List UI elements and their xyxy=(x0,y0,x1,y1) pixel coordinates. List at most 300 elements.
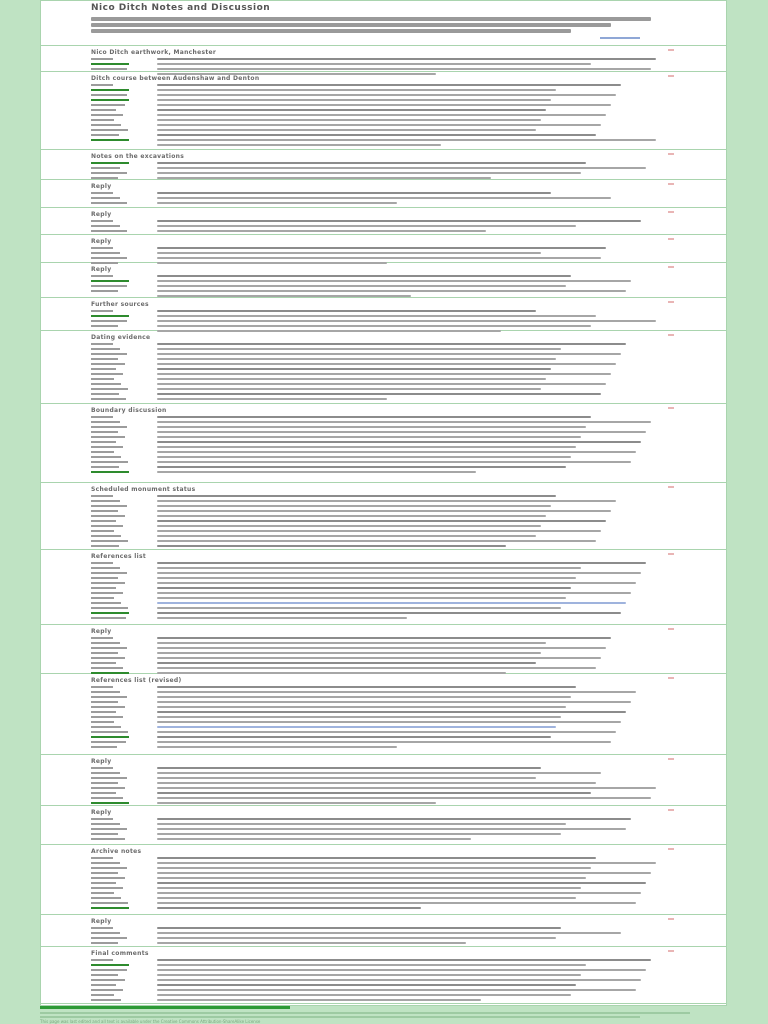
text-line xyxy=(157,612,621,614)
text-line xyxy=(157,104,611,106)
meta-highlight xyxy=(91,315,129,317)
post-item xyxy=(41,915,726,947)
post-title[interactable]: Further sources xyxy=(91,301,149,308)
text-line xyxy=(157,119,541,121)
text-line xyxy=(157,701,631,703)
text-line xyxy=(157,348,561,350)
text-line xyxy=(157,441,641,443)
text-line xyxy=(157,515,546,517)
text-line xyxy=(157,109,546,111)
header-text-line xyxy=(91,29,571,33)
meta-line xyxy=(91,897,121,899)
text-line xyxy=(157,736,551,738)
post-flag[interactable] xyxy=(668,407,674,409)
text-line xyxy=(157,139,656,141)
post-meta-column xyxy=(91,310,131,330)
meta-line xyxy=(91,368,116,370)
post-meta-column xyxy=(91,637,131,677)
text-line xyxy=(157,290,626,292)
meta-line xyxy=(91,607,128,609)
text-line xyxy=(157,436,581,438)
post-flag[interactable] xyxy=(668,848,674,850)
post-item xyxy=(41,46,726,72)
meta-line xyxy=(91,577,118,579)
text-line xyxy=(157,343,626,345)
meta-line xyxy=(91,495,113,497)
meta-line xyxy=(91,597,114,599)
post-flag[interactable] xyxy=(668,809,674,811)
meta-line xyxy=(91,567,120,569)
post-item xyxy=(41,298,726,331)
meta-line xyxy=(91,383,121,385)
post-body xyxy=(157,495,656,550)
text-line xyxy=(157,706,566,708)
meta-line xyxy=(91,657,125,659)
meta-line xyxy=(91,177,118,179)
post-title[interactable]: Dating evidence xyxy=(91,334,151,341)
post-item xyxy=(41,845,726,915)
post-item xyxy=(41,180,726,208)
post-meta-column xyxy=(91,857,131,912)
meta-line xyxy=(91,833,118,835)
text-line xyxy=(157,177,491,179)
text-line xyxy=(157,393,601,395)
meta-line xyxy=(91,572,127,574)
text-line xyxy=(157,398,387,400)
text-line xyxy=(157,838,471,840)
meta-line xyxy=(91,867,127,869)
meta-line xyxy=(91,984,116,986)
meta-line xyxy=(91,114,123,116)
text-line xyxy=(157,696,571,698)
post-flag[interactable] xyxy=(668,153,674,155)
text-line xyxy=(157,172,581,174)
post-flag[interactable] xyxy=(668,301,674,303)
meta-line xyxy=(91,706,125,708)
text-line xyxy=(157,932,621,934)
post-body xyxy=(157,162,656,182)
meta-line xyxy=(91,667,123,669)
text-line xyxy=(157,220,641,222)
text-line xyxy=(157,887,581,889)
text-line xyxy=(157,192,551,194)
meta-line xyxy=(91,124,121,126)
meta-highlight xyxy=(91,802,129,804)
post-body xyxy=(157,192,656,207)
text-line xyxy=(157,602,626,604)
meta-line xyxy=(91,731,128,733)
text-line xyxy=(157,202,397,204)
post-title[interactable]: Boundary discussion xyxy=(91,407,167,414)
meta-line xyxy=(91,994,114,996)
post-item xyxy=(41,263,726,298)
meta-line xyxy=(91,530,114,532)
text-line xyxy=(157,124,601,126)
text-line xyxy=(157,984,576,986)
meta-line xyxy=(91,746,117,748)
post-item xyxy=(41,404,726,483)
post-meta-column xyxy=(91,495,131,550)
post-item xyxy=(41,674,726,755)
meta-line xyxy=(91,652,118,654)
text-line xyxy=(157,892,641,894)
text-line xyxy=(157,721,621,723)
meta-line xyxy=(91,726,121,728)
meta-line xyxy=(91,696,127,698)
text-line xyxy=(157,530,601,532)
meta-line xyxy=(91,436,125,438)
meta-line xyxy=(91,353,127,355)
meta-line xyxy=(91,582,125,584)
meta-line xyxy=(91,721,114,723)
post-meta-column xyxy=(91,343,131,403)
meta-line xyxy=(91,94,127,96)
text-line xyxy=(157,310,536,312)
text-line xyxy=(157,942,466,944)
post-title[interactable]: References list xyxy=(91,553,147,560)
post-meta-column xyxy=(91,686,131,751)
post-body xyxy=(157,220,656,235)
text-line xyxy=(157,535,536,537)
meta-line xyxy=(91,969,127,971)
text-line xyxy=(157,353,621,355)
post-flag[interactable] xyxy=(668,918,674,920)
meta-line xyxy=(91,393,119,395)
meta-line xyxy=(91,129,128,131)
post-title[interactable]: Final comments xyxy=(91,950,149,957)
text-line xyxy=(157,726,556,728)
post-title[interactable]: Reply xyxy=(91,183,112,190)
text-line xyxy=(157,772,601,774)
text-line xyxy=(157,617,407,619)
meta-line xyxy=(91,320,127,322)
meta-line xyxy=(91,363,125,365)
meta-line xyxy=(91,104,125,106)
post-body xyxy=(157,927,656,947)
meta-line xyxy=(91,247,113,249)
meta-line xyxy=(91,426,127,428)
text-line xyxy=(157,587,571,589)
meta-line xyxy=(91,252,120,254)
post-body xyxy=(157,818,656,843)
text-line xyxy=(157,280,631,282)
post-body xyxy=(157,84,656,149)
text-line xyxy=(157,969,646,971)
meta-line xyxy=(91,109,116,111)
post-body xyxy=(157,416,656,476)
meta-line xyxy=(91,942,118,944)
meta-line xyxy=(91,686,113,688)
post-title[interactable]: Reply xyxy=(91,809,112,816)
meta-line xyxy=(91,787,125,789)
text-line xyxy=(157,540,596,542)
text-line xyxy=(157,592,631,594)
meta-line xyxy=(91,285,127,287)
post-title[interactable]: Reply xyxy=(91,918,112,925)
post-body xyxy=(157,767,656,807)
meta-line xyxy=(91,378,114,380)
post-flag[interactable] xyxy=(668,628,674,630)
meta-line xyxy=(91,310,113,312)
text-line xyxy=(157,114,606,116)
meta-line xyxy=(91,325,118,327)
post-flag[interactable] xyxy=(668,553,674,555)
text-line xyxy=(157,162,586,164)
meta-line xyxy=(91,84,113,86)
meta-line xyxy=(91,134,119,136)
text-line xyxy=(157,315,596,317)
text-line xyxy=(157,63,591,65)
post-title[interactable]: Reply xyxy=(91,238,112,245)
text-line xyxy=(157,999,481,1001)
text-line xyxy=(157,828,626,830)
meta-line xyxy=(91,902,128,904)
meta-line xyxy=(91,999,121,1001)
text-line xyxy=(157,456,571,458)
post-flag[interactable] xyxy=(668,486,674,488)
meta-highlight xyxy=(91,471,129,473)
meta-line xyxy=(91,456,121,458)
post-item xyxy=(41,331,726,404)
text-line xyxy=(157,58,656,60)
text-line xyxy=(157,862,656,864)
text-line xyxy=(157,857,596,859)
meta-line xyxy=(91,647,127,649)
meta-line xyxy=(91,857,113,859)
page-container xyxy=(40,0,727,1006)
post-flag[interactable] xyxy=(668,238,674,240)
text-line xyxy=(157,882,646,884)
meta-line xyxy=(91,68,127,70)
meta-line xyxy=(91,932,120,934)
meta-line xyxy=(91,662,116,664)
post-title[interactable]: References list (revised) xyxy=(91,677,182,684)
post-item xyxy=(41,947,726,1004)
text-line xyxy=(157,471,476,473)
text-line xyxy=(157,686,576,688)
header-link[interactable] xyxy=(600,37,640,39)
text-line xyxy=(157,495,556,497)
text-line xyxy=(157,525,541,527)
post-flag[interactable] xyxy=(668,334,674,336)
meta-line xyxy=(91,461,128,463)
meta-line xyxy=(91,192,113,194)
meta-line xyxy=(91,398,126,400)
text-line xyxy=(157,416,591,418)
meta-line xyxy=(91,505,127,507)
text-line xyxy=(157,691,636,693)
meta-line xyxy=(91,617,126,619)
meta-line xyxy=(91,545,119,547)
text-line xyxy=(157,797,651,799)
meta-line xyxy=(91,927,113,929)
meta-highlight xyxy=(91,907,129,909)
text-line xyxy=(157,741,611,743)
meta-line xyxy=(91,602,121,604)
meta-line xyxy=(91,592,123,594)
post-title[interactable]: Scheduled monument status xyxy=(91,486,196,493)
post-flag[interactable] xyxy=(668,75,674,77)
text-line xyxy=(157,657,601,659)
meta-line xyxy=(91,637,113,639)
text-line xyxy=(157,792,591,794)
post-item xyxy=(41,208,726,235)
post-body xyxy=(157,959,656,1004)
text-line xyxy=(157,562,646,564)
text-line xyxy=(157,731,616,733)
text-line xyxy=(157,129,536,131)
post-flag[interactable] xyxy=(668,950,674,952)
meta-line xyxy=(91,451,114,453)
post-flag[interactable] xyxy=(668,211,674,213)
text-line xyxy=(157,257,601,259)
text-line xyxy=(157,388,541,390)
header-text-line xyxy=(91,23,611,27)
meta-line xyxy=(91,515,125,517)
meta-line xyxy=(91,838,125,840)
text-line xyxy=(157,247,606,249)
meta-line xyxy=(91,882,116,884)
post-list xyxy=(41,46,726,1004)
post-flag[interactable] xyxy=(668,183,674,185)
meta-line xyxy=(91,937,127,939)
post-meta-column xyxy=(91,562,131,622)
meta-line xyxy=(91,167,120,169)
post-flag[interactable] xyxy=(668,49,674,51)
post-title[interactable]: Reply xyxy=(91,266,112,273)
text-line xyxy=(157,89,556,91)
meta-highlight xyxy=(91,99,129,101)
meta-line xyxy=(91,416,113,418)
post-flag[interactable] xyxy=(668,758,674,760)
footer-text-line xyxy=(40,1012,690,1014)
text-line xyxy=(157,872,651,874)
meta-line xyxy=(91,777,127,779)
post-meta-column xyxy=(91,767,131,807)
post-title[interactable]: Nico Ditch earthwork, Manchester xyxy=(91,49,217,56)
post-title[interactable]: Notes on the excavations xyxy=(91,153,185,160)
text-line xyxy=(157,662,536,664)
text-line xyxy=(157,767,541,769)
meta-line xyxy=(91,767,113,769)
text-line xyxy=(157,777,536,779)
text-line xyxy=(157,979,641,981)
text-line xyxy=(157,818,631,820)
text-line xyxy=(157,927,561,929)
text-line xyxy=(157,782,596,784)
post-body xyxy=(157,857,656,912)
meta-highlight xyxy=(91,139,129,141)
text-line xyxy=(157,746,397,748)
post-flag[interactable] xyxy=(668,677,674,679)
text-line xyxy=(157,505,551,507)
post-item xyxy=(41,150,726,180)
post-meta-column xyxy=(91,959,131,1004)
post-title[interactable]: Reply xyxy=(91,758,112,765)
meta-line xyxy=(91,343,113,345)
meta-line xyxy=(91,431,118,433)
meta-line xyxy=(91,202,127,204)
text-line xyxy=(157,363,616,365)
text-line xyxy=(157,787,656,789)
text-line xyxy=(157,99,551,101)
text-line xyxy=(157,642,546,644)
meta-line xyxy=(91,388,128,390)
text-line xyxy=(157,320,656,322)
page-title: Nico Ditch Notes and Discussion xyxy=(91,3,271,13)
text-line xyxy=(157,974,581,976)
text-line xyxy=(157,510,611,512)
text-line xyxy=(157,652,541,654)
meta-line xyxy=(91,892,114,894)
text-line xyxy=(157,225,576,227)
text-line xyxy=(157,167,646,169)
meta-line xyxy=(91,275,113,277)
text-line xyxy=(157,582,636,584)
text-line xyxy=(157,500,616,502)
meta-line xyxy=(91,58,113,60)
text-line xyxy=(157,867,591,869)
text-line xyxy=(157,711,626,713)
meta-line xyxy=(91,974,118,976)
post-body xyxy=(157,637,656,677)
meta-line xyxy=(91,257,127,259)
post-title[interactable]: Archive notes xyxy=(91,848,142,855)
meta-highlight xyxy=(91,612,129,614)
meta-line xyxy=(91,230,127,232)
meta-line xyxy=(91,959,113,961)
text-line xyxy=(157,823,566,825)
post-title[interactable]: Reply xyxy=(91,628,112,635)
text-line xyxy=(157,421,651,423)
meta-line xyxy=(91,421,120,423)
meta-line xyxy=(91,119,114,121)
post-flag[interactable] xyxy=(668,266,674,268)
post-meta-column xyxy=(91,927,131,947)
meta-line xyxy=(91,862,120,864)
meta-highlight xyxy=(91,162,129,164)
meta-line xyxy=(91,197,120,199)
meta-line xyxy=(91,540,128,542)
meta-highlight xyxy=(91,736,129,738)
meta-line xyxy=(91,587,116,589)
meta-highlight xyxy=(91,964,129,966)
meta-highlight xyxy=(91,280,129,282)
text-line xyxy=(157,373,611,375)
meta-line xyxy=(91,818,113,820)
meta-line xyxy=(91,373,123,375)
text-line xyxy=(157,597,566,599)
post-title[interactable]: Reply xyxy=(91,211,112,218)
text-line xyxy=(157,383,606,385)
post-item xyxy=(41,235,726,263)
text-line xyxy=(157,572,641,574)
text-line xyxy=(157,285,566,287)
text-line xyxy=(157,802,436,804)
text-line xyxy=(157,134,596,136)
text-line xyxy=(157,197,611,199)
meta-line xyxy=(91,510,118,512)
text-line xyxy=(157,84,621,86)
footer-text-line xyxy=(40,1016,640,1018)
post-item xyxy=(41,625,726,674)
meta-line xyxy=(91,520,116,522)
post-item xyxy=(41,483,726,550)
page-header xyxy=(41,1,726,46)
text-line xyxy=(157,716,561,718)
text-line xyxy=(157,461,631,463)
post-title[interactable]: Ditch course between Audenshaw and Denton xyxy=(91,75,260,82)
